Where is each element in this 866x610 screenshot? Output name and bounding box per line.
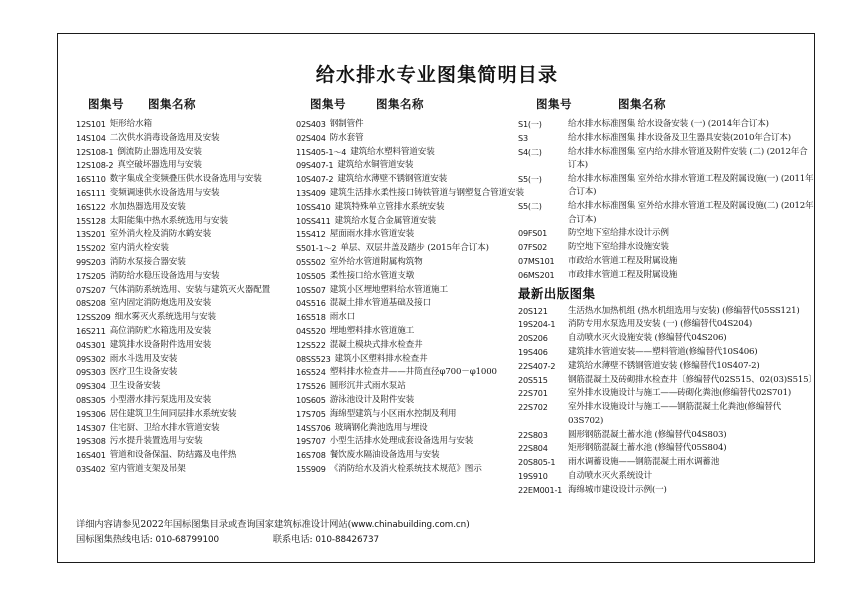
entry-code: 09FS01 <box>518 228 548 239</box>
catalog-entry <box>296 353 518 366</box>
catalog-entry <box>296 422 518 435</box>
catalog-entry <box>76 284 298 297</box>
entry-name: 给水排水标准图集 室外给水排水管道工程及附属设施(二) (2012年合订本) <box>568 201 814 225</box>
entry-name: 室内固定消防炮选用及安装 <box>109 298 212 309</box>
entry-name: 给水排水标准图集 室外给水排水管道工程及附属设施(一) (2011年合订本) <box>568 173 814 198</box>
entry-name: 建筑给水薄壁不锈钢管道安装 (修编替代10S407-2) <box>568 360 760 371</box>
entry-name: 自动喷水灭火系统设计 <box>568 470 652 481</box>
catalog-entry <box>76 159 298 172</box>
entry-code: 12S101 <box>76 119 106 129</box>
footer-website-url: www.chinabuilding.com.cn <box>351 520 467 530</box>
header-name-2: 图集名称 <box>376 97 424 111</box>
entry-code: 19S707 <box>296 436 326 447</box>
entry-name: 室外给水管道附属构筑物 <box>329 256 423 267</box>
contact-label: 联系电话: <box>272 534 313 545</box>
entry-code: 12SS209 <box>76 312 111 323</box>
entry-name: 建筑给水塑料管道安装 <box>350 146 435 157</box>
catalog-entry <box>518 132 814 145</box>
entry-code: S5(二) <box>518 201 542 212</box>
catalog-entry <box>76 422 298 435</box>
entry-code: 16S708 <box>296 450 326 461</box>
entry-code: 16S211 <box>76 325 106 336</box>
catalog-entry <box>76 366 298 379</box>
catalog-entry <box>296 366 518 379</box>
entry-name: 数字集成全变频叠压供水设备选用与安装 <box>109 174 262 185</box>
entry-name: 矩形钢筋混凝土蓄水池 (修编替代05S804) <box>568 443 727 454</box>
entry-name: 屋面雨水排水管道安装 <box>329 229 415 240</box>
entry-name: 真空破坏器选用与安装 <box>117 160 202 171</box>
entry-name: 雨水口 <box>329 312 356 323</box>
entry-name: 消防给水稳压设备选用与安装 <box>109 270 220 281</box>
catalog-entry <box>518 173 814 200</box>
catalog-column-3 <box>518 118 817 498</box>
catalog-entry <box>518 241 814 254</box>
catalog-entry <box>518 255 814 268</box>
entry-code: 13S409 <box>296 187 326 198</box>
catalog-entry <box>296 201 518 214</box>
entry-code: 17S205 <box>76 270 106 281</box>
entry-name: 气体消防系统选用、安装与建筑灭火器配置 <box>109 284 271 295</box>
catalog-entry <box>76 201 298 214</box>
catalog-entry <box>296 173 518 186</box>
catalog-entry <box>518 305 814 318</box>
entry-name: 建筑小区埋地塑料给水管道施工 <box>329 284 448 295</box>
catalog-entry <box>76 380 298 393</box>
entry-name: 给水排水标准图集 室内给水排水管道及附件安装 (二) (2012年合订本) <box>568 146 808 171</box>
entry-code: S1(一) <box>518 119 542 129</box>
catalog-entry <box>76 353 298 366</box>
entry-code: 09S302 <box>76 353 106 364</box>
catalog-entry <box>76 146 298 159</box>
catalog-entry <box>518 269 814 282</box>
entry-code: 08SS523 <box>296 353 331 364</box>
entry-code: 10S605 <box>296 394 326 405</box>
entry-name: 卫生设备安装 <box>109 381 161 392</box>
catalog-entry <box>76 297 298 310</box>
entry-code: 04S301 <box>76 339 106 350</box>
section-heading-new-releases: 最新出版图集 <box>518 286 596 302</box>
header-code-1: 图集号 <box>88 97 124 111</box>
entry-code: 10SS411 <box>296 215 331 226</box>
catalog-entry <box>296 380 518 393</box>
entry-code: 16S111 <box>76 187 106 198</box>
contact-number: 010-88426737 <box>315 535 379 545</box>
entry-name: 单层、双层井盖及踏步 (2015年合订本) <box>340 243 489 254</box>
entry-name: 建筑给水铜管道安装 <box>337 160 414 171</box>
entry-name: 市政给水管道工程及附属设施 <box>568 255 678 266</box>
catalog-entry <box>518 470 814 483</box>
column-headers <box>58 96 816 112</box>
entry-code: 14SS706 <box>296 422 331 433</box>
catalog-entry <box>518 146 814 173</box>
entry-code: 19S910 <box>518 470 548 481</box>
entry-name: 防空地下室给排水设计示例 <box>568 228 669 239</box>
entry-name: 混凝土排水管道基础及接口 <box>329 298 432 309</box>
entry-name: 高位消防贮水箱选用及安装 <box>109 325 212 336</box>
footer-text-pre: 详细内容请参见2022年国标图集目录或查询国家建筑标准设计网站( <box>76 519 352 530</box>
entry-code: 07FS02 <box>518 242 548 253</box>
catalog-entry <box>296 242 518 255</box>
catalog-entry <box>518 318 814 331</box>
entry-code: 19S308 <box>76 436 106 447</box>
entry-code: 16S524 <box>296 367 326 378</box>
entry-code: 16S401 <box>76 450 106 461</box>
catalog-entry <box>76 242 298 255</box>
catalog-entry <box>296 297 518 310</box>
catalog-entry <box>518 346 814 359</box>
catalog-entry <box>296 394 518 407</box>
entry-code: 06MS201 <box>518 269 555 280</box>
entry-name: 海绵城市建设设计示例(一) <box>568 484 667 495</box>
entry-code: 20S121 <box>518 305 548 316</box>
entry-name: 消防水泵接合器安装 <box>109 256 186 267</box>
entry-name: 生活热水加热机组 (热水机组选用与安装) (修编替代05SS121) <box>568 305 800 316</box>
catalog-entry <box>296 325 518 338</box>
catalog-entry <box>518 401 814 428</box>
footer-text-post: ) <box>466 519 470 530</box>
entry-code: 07S207 <box>76 284 106 295</box>
entry-code: 03S402 <box>76 463 106 474</box>
entry-name: 变频调速供水设备选用与安装 <box>109 187 220 198</box>
entry-code: 10S407-2 <box>296 174 334 185</box>
entry-name: 混凝土模块式排水检查井 <box>329 339 423 350</box>
entry-code: 12S108-1 <box>76 146 114 157</box>
entry-code: 04S516 <box>296 298 326 309</box>
entry-code: 20S805-1 <box>518 457 556 468</box>
entry-code: 07MS101 <box>518 255 555 266</box>
entry-code: 10S507 <box>296 284 326 295</box>
entry-code: S3 <box>518 132 528 143</box>
catalog-entry <box>518 200 814 227</box>
entry-name: 建筑给水复合金属管道安装 <box>334 215 436 226</box>
entry-name: 给水排水标准图集 排水设备及卫生器具安装(2010年合订本) <box>568 132 791 143</box>
header-name-3: 图集名称 <box>618 97 666 111</box>
hotline-label: 国标图集热线电话: <box>76 534 153 545</box>
header-code-2: 图集号 <box>310 97 346 111</box>
catalog-frame <box>57 33 815 563</box>
entry-name: 建筑排水设备附件选用安装 <box>109 339 212 350</box>
entry-name: 室内消火栓安装 <box>109 243 169 254</box>
catalog-entry <box>296 256 518 269</box>
catalog-entry <box>518 429 814 442</box>
catalog-entry <box>76 435 298 448</box>
catalog-entry <box>76 449 298 462</box>
catalog-entry <box>76 132 298 145</box>
entry-code: 08S305 <box>76 394 106 405</box>
entry-name: 建筑小区塑料排水检查井 <box>334 353 428 364</box>
catalog-entry <box>296 284 518 297</box>
entry-name: 细水雾灭火系统选用与安装 <box>114 312 216 323</box>
entry-code: 19S306 <box>76 408 106 419</box>
entry-code: 20S515 <box>518 374 548 385</box>
catalog-entry <box>76 228 298 241</box>
catalog-entry <box>296 132 518 145</box>
catalog-entry <box>76 408 298 421</box>
catalog-entry <box>76 311 298 324</box>
entry-code: 02S403 <box>296 119 326 129</box>
catalog-entry <box>296 408 518 421</box>
catalog-entry <box>296 435 518 448</box>
entry-code: 22EM001-1 <box>518 484 563 495</box>
entry-name: 防空地下室给排水设施安装 <box>568 242 669 253</box>
entry-name: 小型生活排水处理成套设备选用与安装 <box>329 436 474 447</box>
entry-name: 钢筋混凝土及砖砌排水检查井〔修编替代02S515、02(03)S515〕 <box>568 374 817 385</box>
catalog-entry <box>76 463 298 476</box>
hotline-number: 010-68799100 <box>155 535 220 545</box>
entry-code: 09S303 <box>76 367 106 378</box>
catalog-entry <box>76 215 298 228</box>
entry-name: 建筑特殊单立管排水系统安装 <box>334 201 445 212</box>
catalog-entry <box>296 228 518 241</box>
entry-name: 圆形沉井式雨水泵站 <box>329 381 406 392</box>
catalog-entry <box>296 311 518 324</box>
entry-code: 12S108-2 <box>76 160 114 171</box>
entry-code: S501-1～2 <box>296 243 337 254</box>
entry-name: 市政排水管道工程及附属设施 <box>568 269 678 280</box>
entry-code: 14S104 <box>76 132 106 143</box>
entry-code: 15S909 <box>296 463 326 474</box>
entry-name: 给水排水标准图集 给水设备安装 (一) (2014年合订本) <box>568 119 769 129</box>
entry-name: 室外消火栓及消防水鹤安装 <box>109 229 212 240</box>
entry-code: 09S304 <box>76 381 106 392</box>
catalog-entry <box>296 187 524 200</box>
entry-name: 太阳能集中热水系统选用与安装 <box>109 215 228 226</box>
entry-name: 钢制管件 <box>329 119 364 129</box>
entry-name: 消防专用水泵选用及安装 (一) (修编替代04S204) <box>568 319 753 330</box>
catalog-entry <box>76 270 298 283</box>
entry-name: 建筑排水管道安装——塑料管道(修编替代10S406) <box>568 347 758 358</box>
catalog-entry <box>76 256 298 269</box>
entry-code: 12S522 <box>296 339 326 350</box>
entry-code: 16S122 <box>76 201 106 212</box>
catalog-entry <box>76 187 298 200</box>
entry-name: 防水套管 <box>329 132 364 143</box>
entry-name: 倒流防止器选用及安装 <box>117 146 202 157</box>
catalog-entry <box>296 339 518 352</box>
entry-code: 10SS410 <box>296 201 331 212</box>
entry-code: 05S502 <box>296 256 326 267</box>
entry-name: 塑料排水检查井——井筒直径φ700－φ1000 <box>329 367 497 378</box>
entry-code: 04S520 <box>296 325 326 336</box>
catalog-entry <box>76 394 298 407</box>
entry-name: 雨水斗选用及安装 <box>109 353 178 364</box>
entry-name: 室内管道支架及吊架 <box>109 463 186 474</box>
entry-code: 16S110 <box>76 174 106 185</box>
entry-name: 《消防给水及消火栓系统技术规范》图示 <box>329 463 482 474</box>
entry-name: 小型潜水排污泵选用及安装 <box>109 394 212 405</box>
entry-code: 16S518 <box>296 312 326 323</box>
catalog-entry <box>518 374 817 387</box>
entry-name: 海绵型建筑与小区雨水控制及利用 <box>329 408 457 419</box>
entry-name: 居住建筑卫生间同层排水系统安装 <box>109 408 237 419</box>
entry-code: 09S407-1 <box>296 160 334 171</box>
catalog-column-1 <box>76 118 298 477</box>
entry-name: 水加热器选用及安装 <box>109 201 186 212</box>
entry-code: 15S128 <box>76 215 106 226</box>
catalog-entry <box>296 449 518 462</box>
entry-name: 二次供水消毒设备选用及安装 <box>109 132 220 143</box>
page-title: 给水排水专业图集简明目录 <box>315 64 559 86</box>
entry-code: 14S307 <box>76 422 106 433</box>
entry-code: 22S803 <box>518 429 548 440</box>
entry-code: 22S702 <box>518 402 548 413</box>
header-code-3: 图集号 <box>536 97 572 111</box>
entry-name: 建筑生活排水柔性接口铸铁管道与钢塑复合管道安装 <box>329 187 524 198</box>
catalog-entry <box>296 159 518 172</box>
header-name-1: 图集名称 <box>148 97 196 111</box>
entry-name: 医疗卫生设备安装 <box>109 367 178 378</box>
entry-code: 13S201 <box>76 229 106 240</box>
entry-name: 建筑给水薄壁不锈钢管道安装 <box>337 174 448 185</box>
catalog-entry <box>518 484 814 497</box>
entry-name: 埋地塑料排水管道施工 <box>329 325 415 336</box>
catalog-entry <box>296 215 518 228</box>
entry-name: 管道和设备保温、防结露及电伴热 <box>109 450 237 461</box>
entry-name: 玻璃钢化粪池选用与埋设 <box>334 422 428 433</box>
entry-code: S5(一) <box>518 173 542 184</box>
catalog-entry <box>518 387 814 400</box>
entry-name: 住宅厨、卫给水排水管道安装 <box>109 422 220 433</box>
catalog-entry <box>518 227 814 240</box>
entry-name: 污水提升装置选用与安装 <box>109 436 203 447</box>
entry-name: 圆形钢筋混凝土蓄水池 (修编替代04S803) <box>568 429 727 440</box>
catalog-entry <box>296 270 518 283</box>
entry-name: 餐饮废水隔油设备选用与安装 <box>329 450 440 461</box>
entry-code: 19S406 <box>518 347 548 358</box>
entry-name: 室外排水设施设计与施工——砖砌化粪池(修编替代02S701) <box>568 388 791 399</box>
entry-name: 室外排水设施设计与施工——钢筋混凝土化粪池(修编替代03S702) <box>568 402 781 426</box>
catalog-entry <box>76 325 298 338</box>
entry-name: 雨水调蓄设施——钢筋混凝土雨水调蓄池 <box>568 457 720 468</box>
entry-code: 22S407-2 <box>518 360 556 371</box>
entry-name: 矩形给水箱 <box>109 119 152 129</box>
catalog-entry <box>296 146 518 159</box>
entry-code: 08S208 <box>76 298 106 309</box>
entry-code: 10S505 <box>296 270 326 281</box>
catalog-entry <box>518 332 814 345</box>
entry-code: 19S204-1 <box>518 319 556 330</box>
entry-code: 22S701 <box>518 388 548 399</box>
entry-name: 游泳池设计及附件安装 <box>329 394 415 405</box>
catalog-entry <box>518 442 814 455</box>
entry-code: S4(二) <box>518 146 542 157</box>
catalog-entry <box>296 118 518 131</box>
catalog-entry <box>76 173 298 186</box>
entry-code: 17S526 <box>296 381 326 392</box>
catalog-entry <box>518 456 814 469</box>
entry-code: 15S412 <box>296 229 326 240</box>
entry-code: 22S804 <box>518 443 548 454</box>
entry-name: 自动喷水灭火设施安装 (修编替代04S206) <box>568 333 727 344</box>
catalog-entry <box>518 360 814 373</box>
entry-code: 17S705 <box>296 408 326 419</box>
entry-code: 99S203 <box>76 256 106 267</box>
entry-name: 柔性接口给水管道支墩 <box>329 270 415 281</box>
footer-note <box>76 518 796 547</box>
entry-code: 15S202 <box>76 243 106 254</box>
catalog-entry <box>296 463 518 476</box>
entry-code: 02S404 <box>296 132 326 143</box>
entry-code: 20S206 <box>518 333 548 344</box>
catalog-entry <box>76 118 298 131</box>
catalog-entry <box>518 118 814 131</box>
catalog-entry <box>76 339 298 352</box>
entry-code: 11S405-1～4 <box>296 146 347 157</box>
